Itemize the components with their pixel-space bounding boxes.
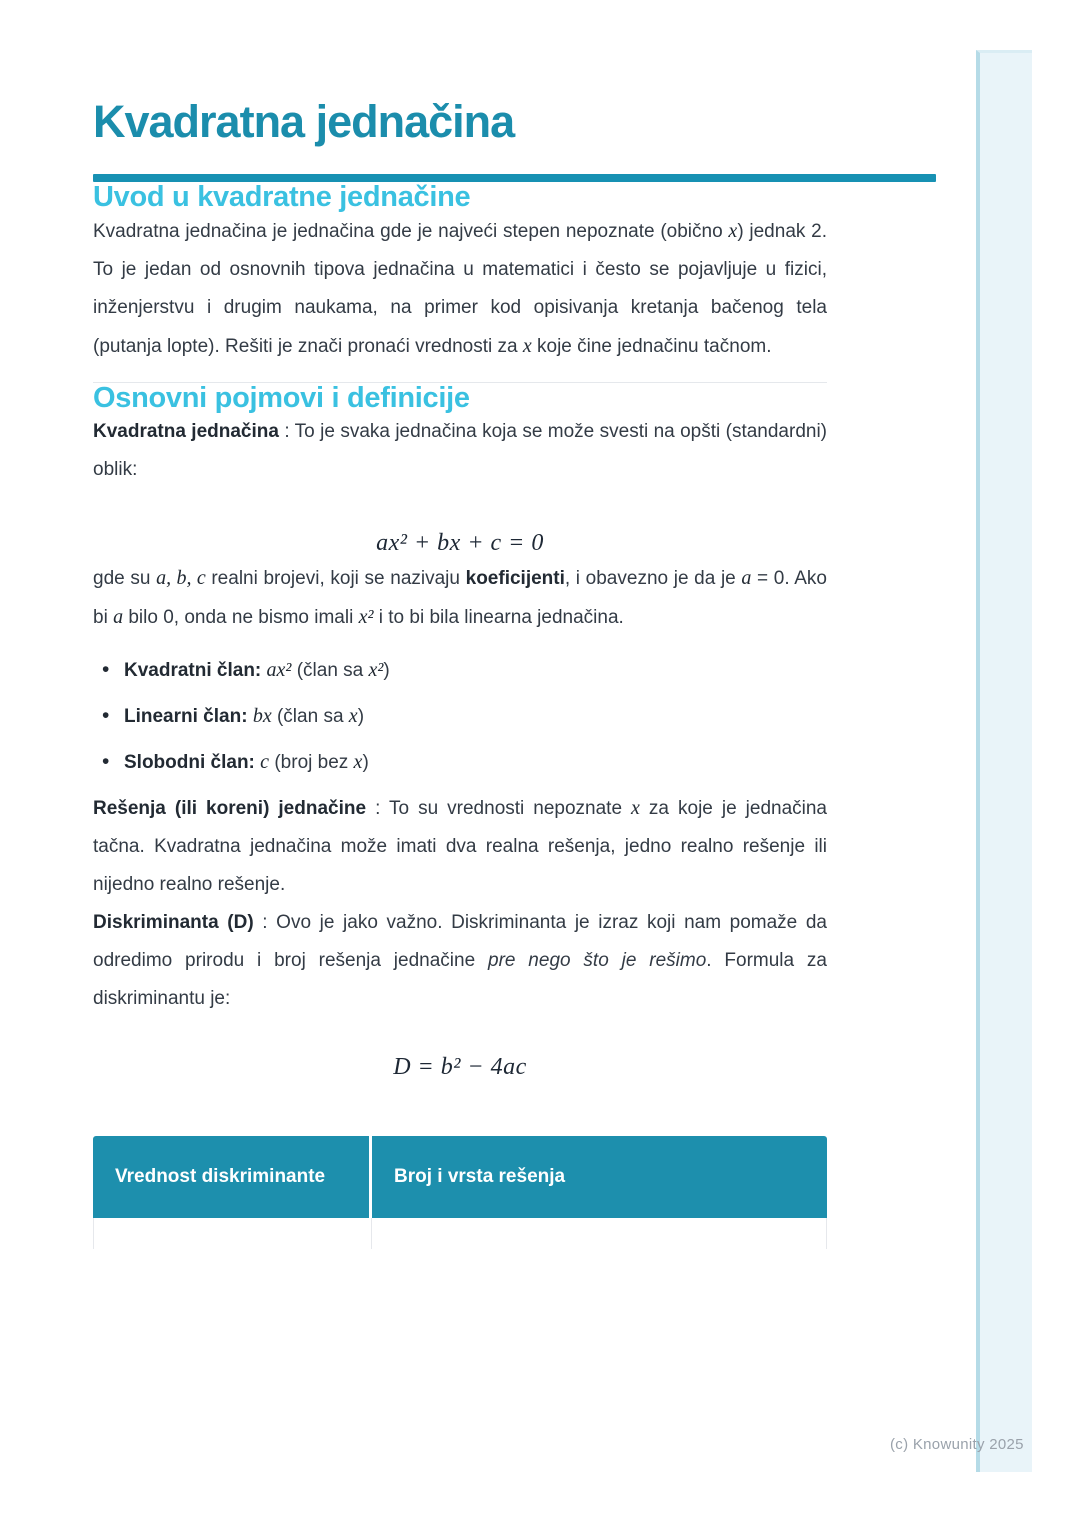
- text-run: Diskriminanta (D): [93, 912, 254, 933]
- table-cell-right: [372, 1218, 827, 1249]
- list-item-free-term: [93, 743, 827, 782]
- text-run: Kvadratna jednačina: [93, 421, 279, 442]
- list-item-quadratic-term: [93, 651, 827, 690]
- paragraph-discriminant: [93, 904, 827, 1018]
- text-run: gde su: [93, 568, 157, 589]
- text-run: x²: [368, 659, 384, 681]
- text-run: Slobodni član:: [124, 752, 261, 773]
- table-empty-row: [93, 1218, 827, 1249]
- text-run: realni brojevi, koji se nazivaju: [205, 568, 466, 589]
- text-run: a: [741, 567, 752, 589]
- text-run: Kvadratna jednačina je jednačina gde je najveći stepen nepoznate (obično: [93, 221, 729, 242]
- text-run: ax²: [266, 659, 292, 681]
- text-run: bilo 0, onda ne bismo imali: [123, 607, 359, 628]
- text-run: bx: [252, 705, 272, 727]
- text-run: x: [348, 705, 358, 727]
- text-run: ) jednak 2. To je jedan od osnovnih tipova jednačina u matematici i često se pojavljuje u fizici, inženjerstvu i drugim naukama, na primer kod opisivanja kretanja bačenog tela (putanja lopte). Rešiti je znači pronaći vrednosti za: [93, 221, 827, 357]
- text-run: c: [260, 751, 270, 773]
- text-run: a: [113, 606, 124, 628]
- table-header-cell-discriminant-value: Vrednost diskriminante: [93, 1136, 372, 1218]
- text-run: x: [728, 220, 738, 242]
- decorative-side-stripe: [976, 50, 1032, 1472]
- table-cell-left: [93, 1218, 372, 1249]
- text-run: koeficijenti: [465, 568, 565, 589]
- text-run: x: [631, 797, 640, 819]
- text-run: i to bi bila linearna jednačina.: [373, 607, 624, 628]
- discriminant-table: [93, 1136, 827, 1249]
- text-run: : Ovo je jako važno. Diskriminanta je izraz koji nam pomaže da odredimo prirodu i broj rešenja jednačine: [93, 912, 828, 971]
- text-run: Kvadratni član:: [124, 660, 267, 681]
- text-run: : To je svaka jednačina koja se može svesti na opšti (standardni) oblik:: [93, 421, 828, 480]
- paragraph-definition: [93, 413, 827, 489]
- table-header-cell-solution-type: Broj i vrsta rešenja: [372, 1136, 827, 1218]
- text-run: (član sa: [291, 660, 369, 681]
- text-run: Linearni član:: [124, 706, 253, 727]
- formula-discriminant: D = b² − 4ac: [393, 1054, 527, 1080]
- document-page: [93, 0, 827, 1249]
- text-run: za koje je jednačina tačna. Kvadratna jednačina može imati dva realna rešenja, jedno realno rešenje ili nijedno realno rešenje.: [93, 798, 828, 895]
- terms-list: [93, 651, 827, 782]
- text-run: = 0. Ako bi: [93, 568, 827, 628]
- text-run: x: [522, 335, 532, 357]
- text-run: Rešenja (ili koreni) jednačine: [93, 798, 367, 819]
- section-heading-intro: Uvod u kvadratne jednačine: [93, 181, 471, 213]
- paragraph-intro: [93, 212, 827, 366]
- text-run: x: [353, 751, 363, 773]
- paragraph-roots: [93, 789, 827, 904]
- text-run: pre nego što je rešimo: [488, 950, 707, 971]
- formula-standard-form: ax² + bx + c = 0: [376, 530, 544, 556]
- text-run: x²: [358, 606, 374, 628]
- table-header-row: [93, 1136, 827, 1218]
- text-run: (član sa: [271, 706, 349, 727]
- text-run: , i obavezno je da je: [564, 568, 742, 589]
- paragraph-coefficients: [93, 559, 827, 637]
- text-run: ): [357, 706, 365, 727]
- text-run: : To su vrednosti nepoznate: [366, 798, 632, 819]
- text-run: (broj bez: [269, 752, 354, 773]
- text-run: a, b, c: [156, 567, 206, 589]
- text-run: . Formula za diskriminantu je:: [93, 950, 827, 1009]
- footer-copyright: (c) Knowunity 2025: [890, 1436, 1024, 1453]
- text-run: koje čine jednačinu tačnom.: [531, 336, 772, 357]
- page-title: Kvadratna jednačina: [93, 96, 515, 147]
- text-run: ): [362, 752, 369, 773]
- text-run: ): [383, 660, 390, 681]
- section-heading-basics: Osnovni pojmovi i definicije: [93, 382, 470, 414]
- list-item-linear-term: [93, 697, 827, 736]
